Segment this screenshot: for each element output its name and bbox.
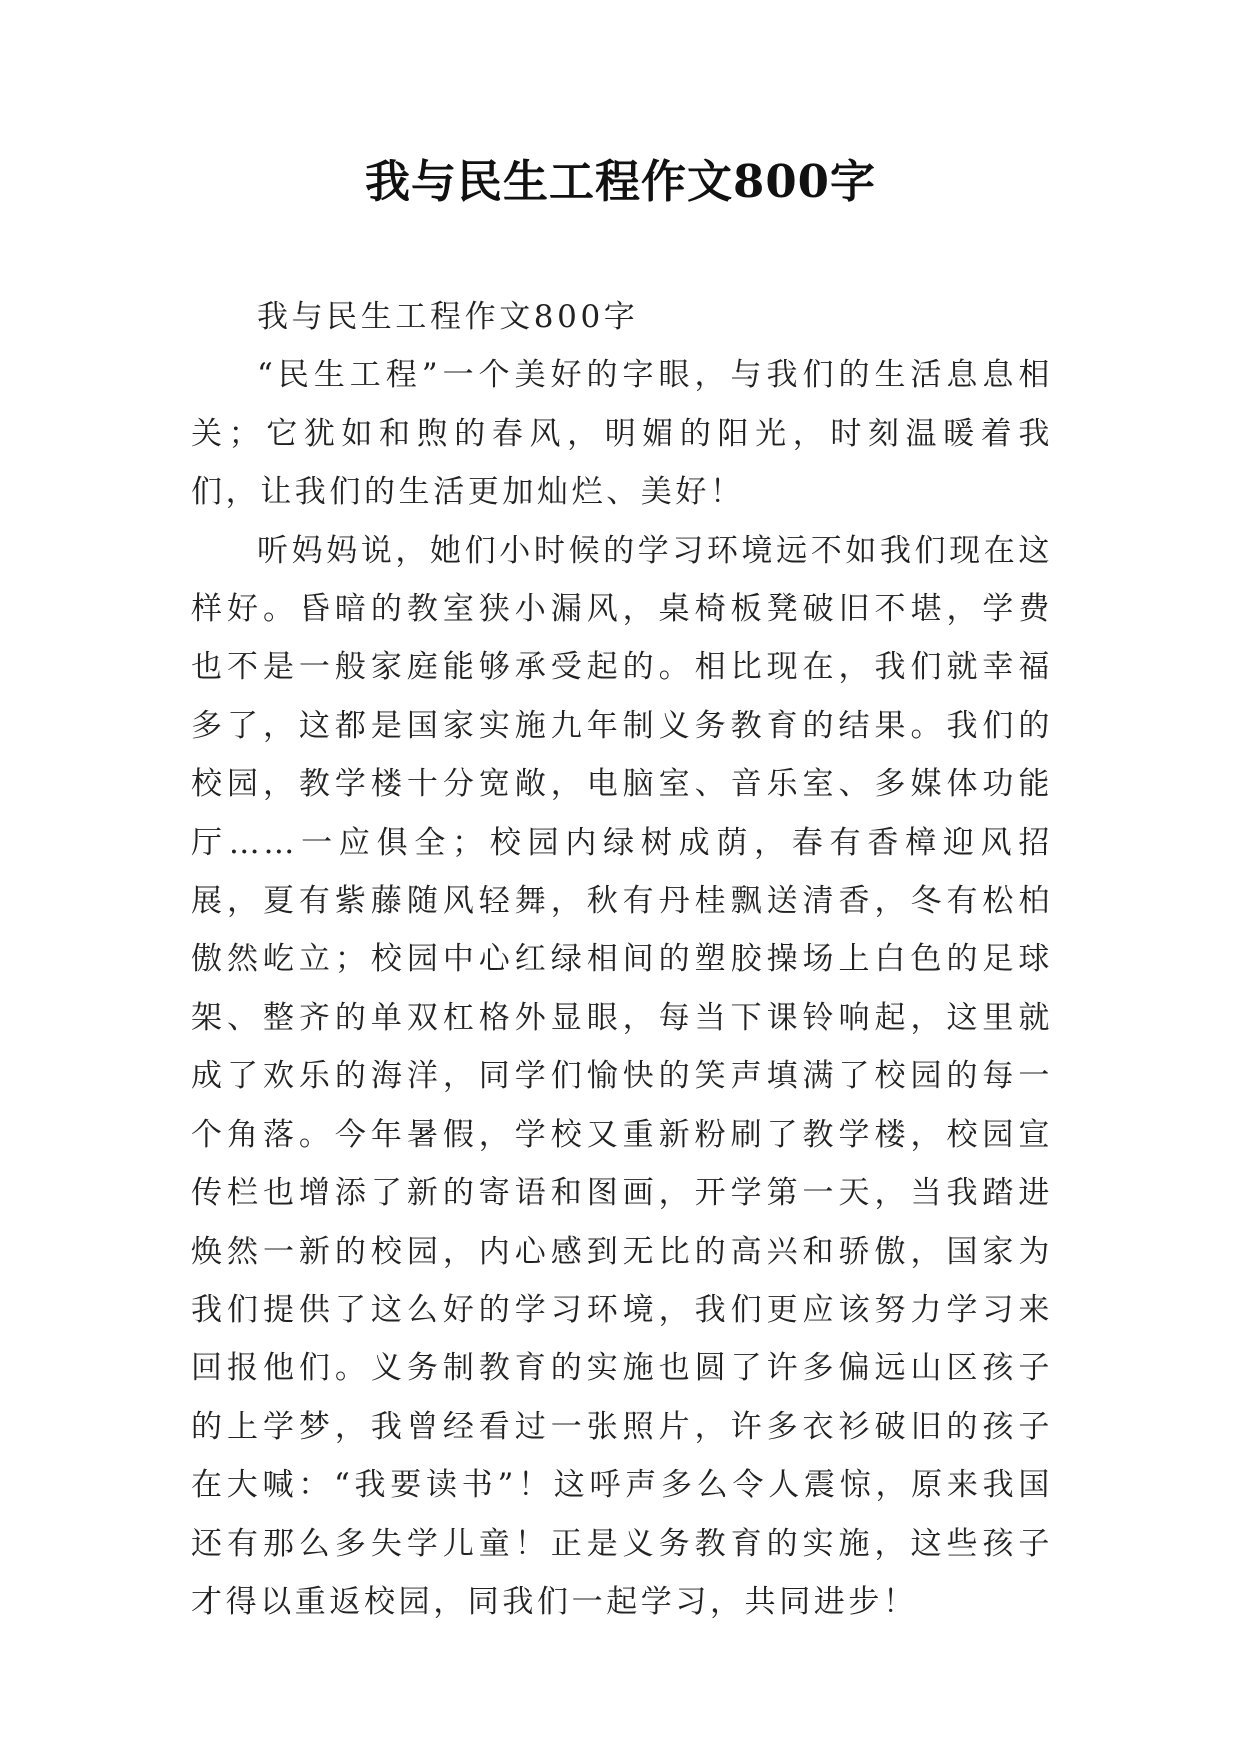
body-paragraph-subtitle: 我与民生工程作文800字: [257, 299, 639, 335]
body-paragraph-main: 听妈妈说，她们小时候的学习环境远不如我们现在这样好。昏暗的教室狭小漏风，桌椅板凳破旧不堪，学费也不是一般家庭能够承受起的。相比现在，我们就幸福多了，这都是国家实施九年制义务教育的结果。我们的校园，教学楼十分宽敞，电脑室、音乐室、多媒体功能厅……一应俱全；校园内绿树成荫，春有香樟迎风招展，夏有紫藤随风轻舞，秋有丹桂飘送清香，冬有松柏傲然屹立；校园中心红绿相间的塑胶操场上白色的足球架、整齐的单双杠格外显眼，每当下课铃响起，这里就成了欢乐的海洋，同学们愉快的笑声填满了校园的每一个角落。今年暑假，学校又重新粉刷了教学楼，校园宣传栏也增添了新的寄语和图画，开学第一天，当我踏进焕然一新的校园，内心感到无比的高兴和骄傲，国家为我们提供了这么好的学习环境，我们更应该努力学习来回报他们。义务制教育的实施也圆了许多偏远山区孩子的上学梦，我曾经看过一张照片，许多衣衫破旧的孩子在大喊：“我要读书”！这呼声多么令人震惊，原来我国还有那么多失学儿童！正是义务教育的实施，这些孩子才得以重返校园，同我们一起学习，共同进步！: [191, 532, 1053, 1620]
document-body: [191, 288, 1053, 1631]
body-paragraph-intro: “民生工程”一个美好的字眼，与我们的生活息息相关；它犹如和煦的春风，明媚的阳光，时刻温暖着我们，让我们的生活更加灿烂、美好！: [191, 357, 1053, 511]
document-title: 我与民生工程作文800字: [365, 155, 876, 208]
